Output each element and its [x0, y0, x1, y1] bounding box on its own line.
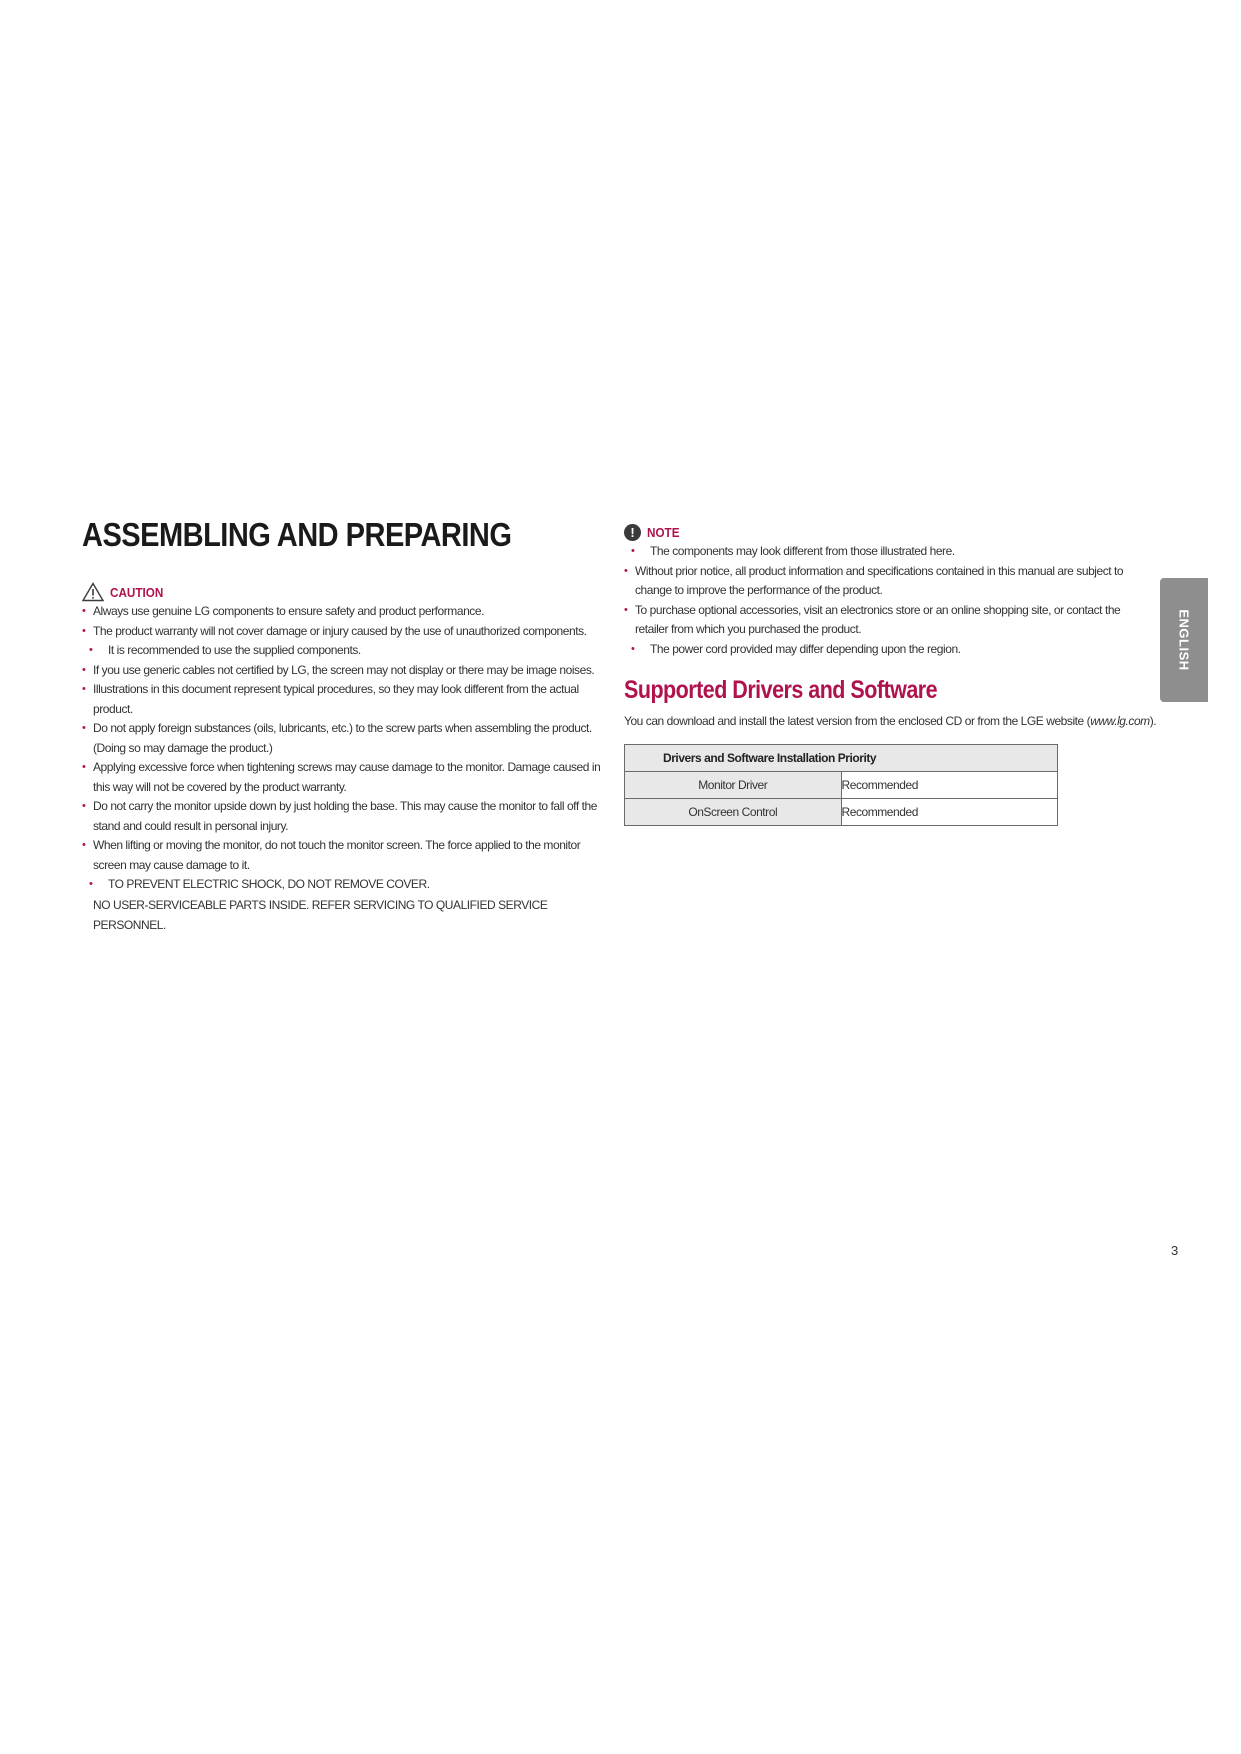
section-title: Supported Drivers and Software — [624, 676, 938, 704]
bullet-dot-icon: • — [82, 761, 86, 773]
list-item — [82, 836, 602, 875]
driver-name-cell: Monitor Driver — [625, 772, 842, 799]
bullet-dot-icon: • — [82, 683, 86, 695]
driver-name-cell: OnScreen Control — [625, 799, 842, 826]
list-item-text: Do not carry the monitor upside down by just holding the base. This may cause the monitor to fall off the stand and could result in personal injury. — [93, 799, 597, 833]
table-row — [625, 772, 1058, 799]
table-header: Drivers and Software Installation Priority — [625, 745, 1058, 772]
caution-trailing-line: NO USER-SERVICEABLE PARTS INSIDE. REFER SERVICING TO QUALIFIED SERVICE PERSONNEL. — [93, 897, 548, 932]
intro-suffix: ). — [1149, 714, 1157, 728]
list-item — [624, 640, 1144, 660]
page-number: 3 — [1171, 1243, 1179, 1258]
page-title: ASSEMBLING AND PREPARING — [82, 516, 512, 553]
note-list — [624, 542, 1144, 659]
list-item — [82, 622, 602, 642]
driver-priority-cell: Recommended — [841, 772, 1058, 799]
drivers-intro — [624, 712, 1157, 730]
list-item — [82, 602, 602, 622]
list-item-text: It is recommended to use the supplied components. — [108, 643, 361, 657]
list-item-text: TO PREVENT ELECTRIC SHOCK, DO NOT REMOVE COVER. — [108, 877, 430, 891]
exclamation-icon: ! — [624, 524, 641, 541]
right-column — [624, 522, 1157, 826]
list-item — [624, 542, 1144, 562]
caution-heading — [82, 582, 602, 602]
intro-prefix: You can download and install the latest version from the enclosed CD or from the LGE website ( — [624, 714, 1091, 728]
language-tab[interactable] — [1160, 578, 1208, 702]
list-item-text: Always use genuine LG components to ensure safety and product performance. — [93, 604, 484, 618]
list-item-text: The power cord provided may differ depending upon the region. — [650, 641, 961, 656]
language-tab-label: ENGLISH — [1176, 609, 1192, 671]
bullet-dot-icon: • — [82, 722, 86, 734]
bullet-dot-icon: • — [89, 878, 93, 890]
drivers-table — [624, 744, 1058, 826]
caution-label: CAUTION — [110, 584, 164, 600]
list-item-text: Do not apply foreign substances (oils, lubricants, etc.) to the screw parts when assembling the product. (Doing so may damage the product.) — [93, 721, 592, 755]
list-item — [82, 875, 602, 895]
bullet-dot-icon: • — [82, 605, 86, 617]
list-item-text: Applying excessive force when tightening screws may cause damage to the monitor. Damage caused in this way will not be covered by the product warranty. — [93, 760, 601, 794]
bullet-dot-icon: • — [89, 644, 93, 656]
bullet-dot-icon: • — [82, 839, 86, 851]
list-item — [82, 758, 602, 797]
list-item-text: When lifting or moving the monitor, do not touch the monitor screen. The force applied to the monitor screen may cause damage to it. — [93, 838, 581, 872]
left-column — [82, 515, 602, 935]
bullet-dot-icon: • — [82, 663, 86, 676]
bullet-dot-icon: • — [624, 603, 628, 616]
list-item-text: Illustrations in this document represent typical procedures, so they may look different from the actual product. — [93, 682, 579, 716]
warning-triangle-icon — [82, 582, 104, 602]
caution-list — [82, 602, 602, 895]
list-item — [82, 661, 602, 681]
list-item — [624, 601, 1144, 640]
list-item — [624, 562, 1144, 601]
website-link[interactable]: www.lg.com — [1090, 714, 1150, 728]
list-item — [82, 719, 602, 758]
bullet-dot-icon: • — [624, 564, 628, 577]
bullet-dot-icon: • — [82, 800, 86, 812]
list-item-text: Without prior notice, all product information and specifications contained in this manual are subject to change to improve the performance of the product. — [635, 563, 1124, 597]
list-item — [82, 797, 602, 836]
driver-priority-cell: Recommended — [841, 799, 1058, 826]
bullet-dot-icon: • — [631, 642, 635, 655]
note-label: NOTE — [647, 524, 680, 540]
list-item-text: To purchase optional accessories, visit an electronics store or an online shopping site, or contact the retailer from which you purchased the product. — [635, 602, 1121, 636]
list-item — [82, 641, 602, 661]
list-item-text: The product warranty will not cover damage or injury caused by the use of unauthorized components. — [93, 623, 587, 638]
list-item — [82, 680, 602, 719]
note-heading — [624, 522, 1144, 542]
list-item-text: If you use generic cables not certified by LG, the screen may not display or there may be image noises. — [93, 662, 595, 677]
table-row — [625, 799, 1058, 826]
bullet-dot-icon: • — [631, 545, 635, 557]
list-item-text: The components may look different from those illustrated here. — [650, 544, 955, 558]
bullet-dot-icon: • — [82, 624, 86, 637]
